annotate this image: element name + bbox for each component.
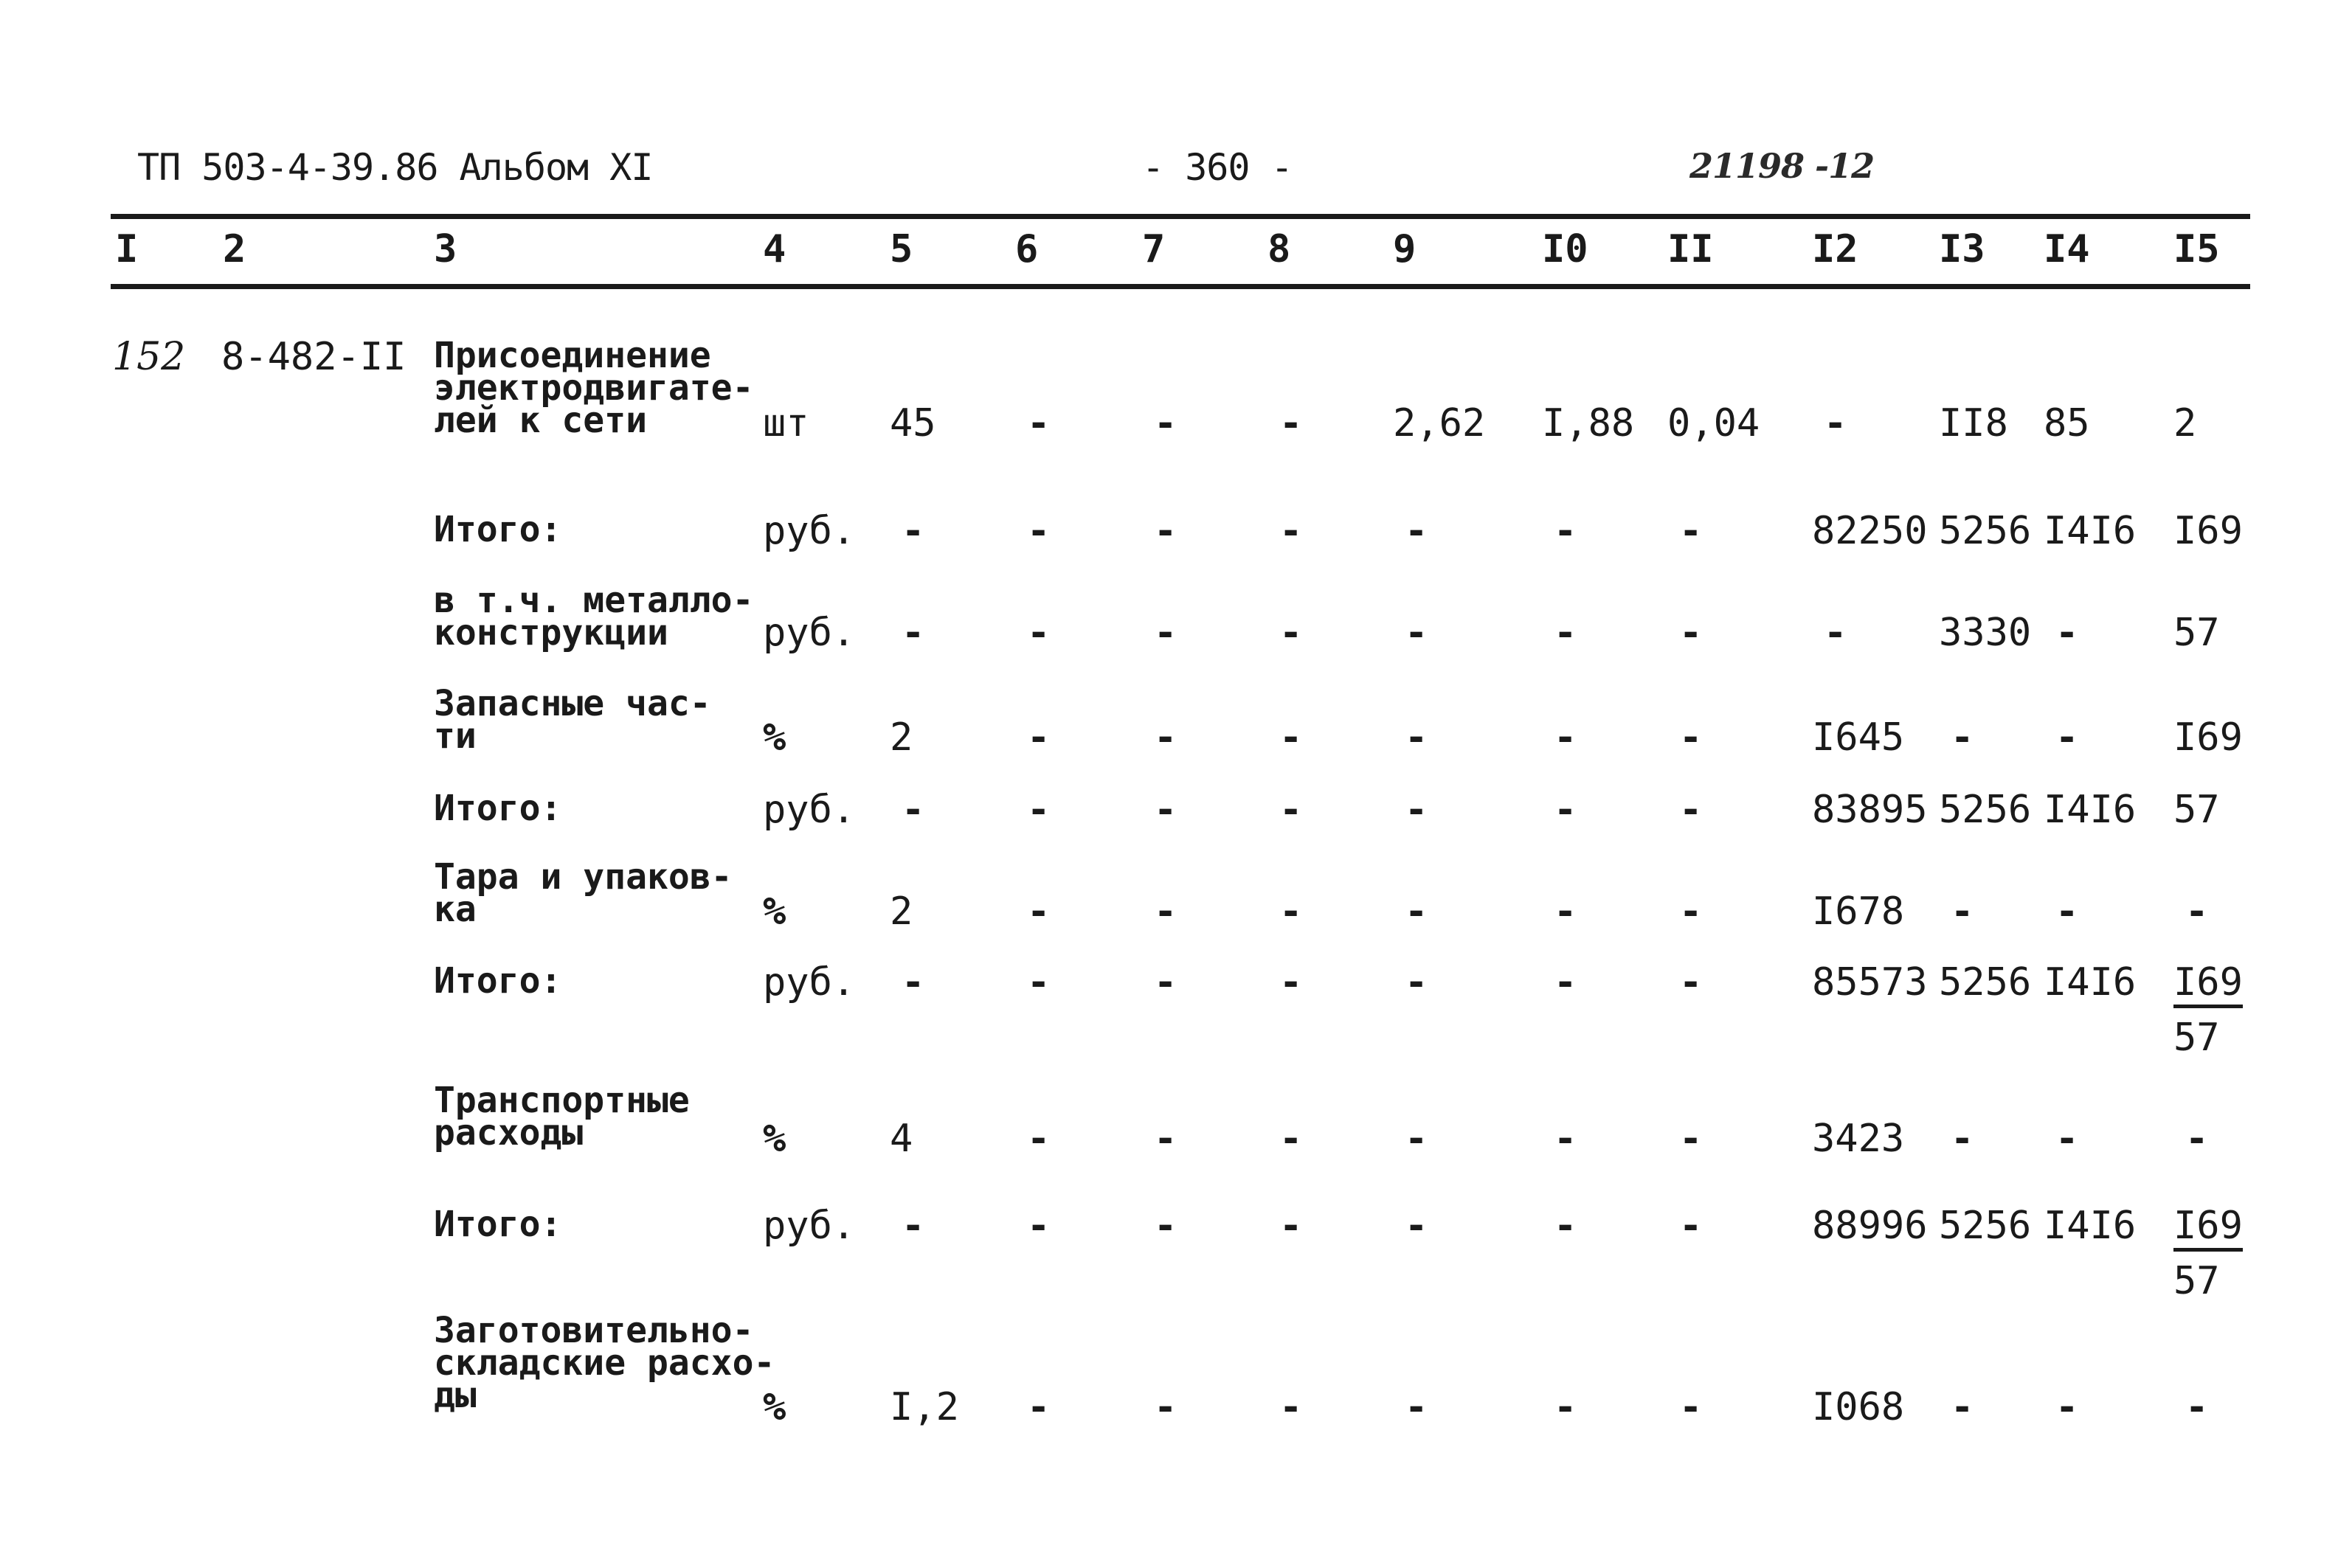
unit-cell: руб. xyxy=(763,611,856,655)
table-cell: - xyxy=(1554,889,1577,934)
table-cell: - xyxy=(1554,715,1577,760)
table-cell: - xyxy=(1027,889,1051,934)
table-cell: - xyxy=(1154,611,1177,655)
header-rule-bottom xyxy=(111,284,2250,289)
table-cell: 85573 xyxy=(1812,960,1928,1005)
table-cell: - xyxy=(1824,401,1847,445)
table-cell: 4 xyxy=(890,1117,913,1161)
table-cell: - xyxy=(1027,611,1051,655)
table-cell: - xyxy=(2055,1385,2079,1429)
row-label: ти xyxy=(434,715,477,757)
table-cell: - xyxy=(1405,960,1428,1005)
column-number: 5 xyxy=(890,227,913,271)
table-cell: - xyxy=(1554,960,1577,1005)
row-label: Присоединение xyxy=(434,335,711,376)
table-cell: - xyxy=(1279,788,1303,832)
table-cell: - xyxy=(1679,611,1703,655)
row-label: Транспортные xyxy=(434,1080,690,1121)
table-cell: 5256 xyxy=(1939,960,2032,1005)
row-label: Итого: xyxy=(434,788,562,829)
table-cell: - xyxy=(1679,1385,1703,1429)
table-cell: - xyxy=(1279,1204,1303,1248)
table-cell: - xyxy=(2185,1117,2209,1161)
row-label: Итого: xyxy=(434,1204,562,1245)
column-number: I4 xyxy=(2044,227,2090,271)
table-cell: - xyxy=(902,611,925,655)
column-number: 9 xyxy=(1393,227,1417,271)
table-cell: 2 xyxy=(890,715,913,760)
table-cell: 2 xyxy=(890,889,913,934)
table-cell: - xyxy=(1951,1385,1974,1429)
row-label: Итого: xyxy=(434,509,562,550)
table-cell: - xyxy=(1027,1204,1051,1248)
table-cell: - xyxy=(1279,1117,1303,1161)
table-cell: - xyxy=(1679,1117,1703,1161)
table-cell: II8 xyxy=(1939,401,2008,445)
row-label: складские расхо- xyxy=(434,1342,775,1384)
table-cell: 57 xyxy=(2173,788,2220,832)
table-cell: I4I6 xyxy=(2044,960,2137,1005)
handwritten-inventory-number: 21198 -12 xyxy=(1689,146,1875,186)
fraction-numerator: I69 xyxy=(2173,963,2243,1008)
table-cell: - xyxy=(1154,1204,1177,1248)
table-cell: - xyxy=(1279,401,1303,445)
table-cell: - xyxy=(902,509,925,553)
table-cell: I068 xyxy=(1812,1385,1905,1429)
table-cell: I4I6 xyxy=(2044,1204,2137,1248)
table-cell: - xyxy=(1554,611,1577,655)
column-number: 2 xyxy=(223,227,246,271)
table-cell: - xyxy=(1951,715,1974,760)
table-cell: - xyxy=(1279,960,1303,1005)
table-cell: - xyxy=(1554,1117,1577,1161)
table-cell: - xyxy=(1554,509,1577,553)
table-cell: I4I6 xyxy=(2044,509,2137,553)
table-cell: - xyxy=(1154,889,1177,934)
fraction-numerator: I69 xyxy=(2173,1207,2243,1252)
table-cell: 83895 xyxy=(1812,788,1928,832)
row-label: ка xyxy=(434,889,477,930)
unit-cell: руб. xyxy=(763,1204,856,1248)
column-number: I xyxy=(115,227,139,271)
table-cell: 45 xyxy=(890,401,936,445)
table-cell: - xyxy=(1027,401,1051,445)
table-cell: - xyxy=(1405,788,1428,832)
table-cell: - xyxy=(1279,509,1303,553)
column-number: I0 xyxy=(1542,227,1588,271)
row-label: конструкции xyxy=(434,612,668,653)
row-label: Итого: xyxy=(434,960,562,1002)
row-label: расходы xyxy=(434,1112,584,1154)
table-cell: - xyxy=(1405,1385,1428,1429)
column-number: 3 xyxy=(434,227,457,271)
table-cell: - xyxy=(1279,1385,1303,1429)
table-cell: - xyxy=(2055,1117,2079,1161)
unit-cell: % xyxy=(763,1117,786,1161)
unit-cell: шт xyxy=(763,401,809,445)
table-cell: - xyxy=(1405,509,1428,553)
table-cell: - xyxy=(1027,1117,1051,1161)
table-cell: - xyxy=(1951,1117,1974,1161)
table-cell: - xyxy=(1027,715,1051,760)
table-cell: 5256 xyxy=(1939,1204,2032,1248)
table-cell: - xyxy=(1279,889,1303,934)
table-cell: - xyxy=(2055,889,2079,934)
table-cell: 57 xyxy=(2173,611,2220,655)
table-cell: 85 xyxy=(2044,401,2090,445)
table-cell: - xyxy=(1154,788,1177,832)
table-cell: - xyxy=(1824,611,1847,655)
unit-cell: % xyxy=(763,1385,786,1429)
table-cell: - xyxy=(1279,715,1303,760)
table-cell: - xyxy=(1554,788,1577,832)
column-number: 8 xyxy=(1267,227,1291,271)
table-cell: - xyxy=(2185,1385,2209,1429)
row-label: электродвигате- xyxy=(434,367,754,409)
table-cell: - xyxy=(1154,1385,1177,1429)
table-cell: - xyxy=(1027,1385,1051,1429)
table-cell: - xyxy=(1554,1204,1577,1248)
fraction-denominator: 57 xyxy=(2173,1259,2220,1303)
table-cell: 88996 xyxy=(1812,1204,1928,1248)
table-cell: - xyxy=(1951,889,1974,934)
column-number: 7 xyxy=(1142,227,1166,271)
column-number: I2 xyxy=(1812,227,1858,271)
table-cell: - xyxy=(902,788,925,832)
row-label: лей к сети xyxy=(434,400,647,441)
document-designation: ТП 503-4-39.86 Альбом XI xyxy=(137,146,653,189)
table-cell: - xyxy=(1679,509,1703,553)
table-cell: 5256 xyxy=(1939,788,2032,832)
price-code: 8-482-II xyxy=(221,335,407,379)
table-cell: - xyxy=(1154,509,1177,553)
row-label: ды xyxy=(434,1375,477,1416)
table-cell: I,2 xyxy=(890,1385,959,1429)
column-number: I3 xyxy=(1939,227,1985,271)
table-cell: 2,62 xyxy=(1393,401,1486,445)
row-label: Запасные час- xyxy=(434,683,711,724)
table-cell: - xyxy=(1154,401,1177,445)
table-cell: I4I6 xyxy=(2044,788,2137,832)
unit-cell: руб. xyxy=(763,788,856,832)
column-number: 4 xyxy=(763,227,786,271)
table-cell: - xyxy=(1027,960,1051,1005)
table-cell: - xyxy=(1279,611,1303,655)
table-cell: - xyxy=(1154,960,1177,1005)
table-cell: - xyxy=(1027,509,1051,553)
row-label: в т.ч. металло- xyxy=(434,580,754,621)
entry-number: 152 xyxy=(112,335,186,379)
page-number: - 360 - xyxy=(1142,146,1293,189)
row-label: Заготовительно- xyxy=(434,1310,754,1351)
unit-cell: руб. xyxy=(763,960,856,1005)
table-cell: - xyxy=(1679,788,1703,832)
table-cell: - xyxy=(2185,889,2209,934)
column-number: 6 xyxy=(1015,227,1039,271)
unit-cell: руб. xyxy=(763,509,856,553)
row-label: Тара и упаков- xyxy=(434,856,733,898)
table-cell: I69 xyxy=(2173,509,2243,553)
table-cell: - xyxy=(2055,715,2079,760)
table-cell: - xyxy=(2055,611,2079,655)
table-cell: 82250 xyxy=(1812,509,1928,553)
table-cell: - xyxy=(1405,715,1428,760)
table-cell: I645 xyxy=(1812,715,1905,760)
table-cell: - xyxy=(1027,788,1051,832)
table-cell: - xyxy=(1405,1117,1428,1161)
table-cell: 0,04 xyxy=(1667,401,1760,445)
table-cell: - xyxy=(1405,611,1428,655)
table-cell: I,88 xyxy=(1542,401,1635,445)
table-cell: - xyxy=(1405,889,1428,934)
table-cell: 2 xyxy=(2173,401,2197,445)
table-cell: 3423 xyxy=(1812,1117,1905,1161)
table-cell: - xyxy=(1679,960,1703,1005)
table-cell: I69 xyxy=(2173,715,2243,760)
table-cell: - xyxy=(1405,1204,1428,1248)
fraction-cell xyxy=(2173,960,2243,1060)
fraction-denominator: 57 xyxy=(2173,1016,2220,1060)
unit-cell: % xyxy=(763,715,786,760)
table-cell: - xyxy=(902,960,925,1005)
table-cell: - xyxy=(1154,1117,1177,1161)
header-rule-top xyxy=(111,214,2250,219)
column-number: I5 xyxy=(2173,227,2220,271)
fraction-cell xyxy=(2173,1204,2243,1303)
table-cell: - xyxy=(902,1204,925,1248)
table-cell: 3330 xyxy=(1939,611,2032,655)
table-cell: - xyxy=(1679,1204,1703,1248)
table-cell: - xyxy=(1554,1385,1577,1429)
table-cell: I678 xyxy=(1812,889,1905,934)
unit-cell: % xyxy=(763,889,786,934)
column-number: II xyxy=(1667,227,1714,271)
table-cell: - xyxy=(1679,889,1703,934)
table-cell: - xyxy=(1154,715,1177,760)
table-cell: 5256 xyxy=(1939,509,2032,553)
table-cell: - xyxy=(1679,715,1703,760)
